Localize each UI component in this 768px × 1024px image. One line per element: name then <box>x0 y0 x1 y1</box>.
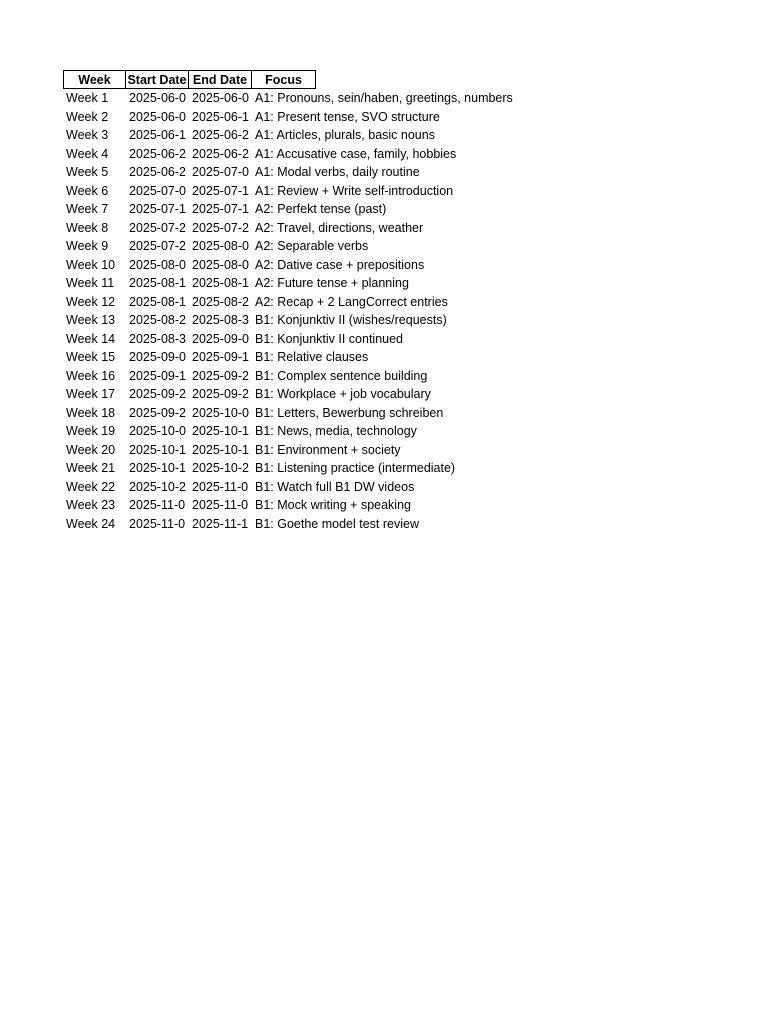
focus-cell: A1: Articles, plurals, basic nouns <box>255 128 435 142</box>
end-date-cell: 2025-07-1 <box>192 202 249 216</box>
week-cell: Week 19 <box>66 424 116 438</box>
end-date-cell: 2025-10-1 <box>192 424 249 438</box>
week-cell: Week 12 <box>66 294 116 309</box>
focus-cell: A1: Review + Write self-introduction <box>255 183 454 198</box>
focus-cell: A1: Modal verbs, daily routine <box>255 165 420 179</box>
end-date-cell: 2025-10-1 <box>192 442 249 457</box>
start-date-cell: 2025-09-2 <box>129 387 186 401</box>
start-date-cell: 2025-06-1 <box>129 128 186 142</box>
header-week: Week <box>63 70 126 89</box>
focus-cell: B1: Goethe model test review <box>255 516 419 531</box>
week-cell: Week 20 <box>66 442 116 457</box>
week-cell: Week 1 <box>66 91 109 105</box>
week-cell: Week 14 <box>66 331 116 346</box>
week-cell: Week 15 <box>66 350 116 364</box>
start-date-cell: 2025-08-1 <box>129 294 186 309</box>
week-cell: Week 18 <box>66 405 116 420</box>
week-cell: Week 16 <box>66 368 116 383</box>
end-date-cell: 2025-09-2 <box>192 368 249 383</box>
end-date-cell: 2025-10-0 <box>192 405 249 420</box>
week-cell: Week 2 <box>66 109 109 124</box>
end-date-cell: 2025-11-1 <box>192 516 249 531</box>
week-cell: Week 11 <box>66 276 115 290</box>
focus-cell: A1: Present tense, SVO structure <box>255 109 440 124</box>
focus-cell: B1: Mock writing + speaking <box>255 498 411 512</box>
week-cell: Week 5 <box>66 165 109 179</box>
end-date-cell: 2025-06-0 <box>192 91 249 105</box>
start-date-cell: 2025-06-0 <box>129 109 186 124</box>
end-date-cell: 2025-10-2 <box>192 461 249 475</box>
week-cell: Week 3 <box>66 128 109 142</box>
week-cell: Week 10 <box>66 257 116 272</box>
focus-cell: A1: Accusative case, family, hobbies <box>255 146 457 161</box>
start-date-cell: 2025-11-0 <box>129 498 186 512</box>
start-date-cell: 2025-07-2 <box>129 239 186 253</box>
start-date-cell: 2025-09-1 <box>129 368 186 383</box>
start-date-cell: 2025-08-2 <box>129 313 186 327</box>
focus-cell: B1: News, media, technology <box>255 424 417 438</box>
week-cell: Week 24 <box>66 516 116 531</box>
end-date-cell: 2025-06-2 <box>192 128 249 142</box>
start-date-cell: 2025-07-0 <box>129 183 186 198</box>
start-date-cell: 2025-06-0 <box>129 91 186 105</box>
focus-cell: B1: Workplace + job vocabulary <box>255 387 431 401</box>
end-date-cell: 2025-07-0 <box>192 165 249 179</box>
end-date-cell: 2025-09-1 <box>192 350 249 364</box>
start-date-cell: 2025-10-1 <box>129 461 186 475</box>
end-date-cell: 2025-11-0 <box>192 479 249 494</box>
focus-cell: B1: Relative clauses <box>255 350 369 364</box>
focus-cell: B1: Konjunktiv II (wishes/requests) <box>255 313 447 327</box>
end-date-cell: 2025-08-3 <box>192 313 249 327</box>
focus-cell: B1: Listening practice (intermediate) <box>255 461 456 475</box>
focus-cell: B1: Environment + society <box>255 442 401 457</box>
focus-cell: B1: Watch full B1 DW videos <box>255 479 415 494</box>
week-cell: Week 7 <box>66 202 109 216</box>
start-date-cell: 2025-07-1 <box>129 202 186 216</box>
week-cell: Week 23 <box>66 498 116 512</box>
end-date-cell: 2025-06-1 <box>192 109 249 124</box>
end-date-cell: 2025-08-1 <box>192 276 249 290</box>
start-date-cell: 2025-10-2 <box>129 479 186 494</box>
focus-cell: A2: Travel, directions, weather <box>255 220 424 235</box>
focus-cell: B1: Letters, Bewerbung schreiben <box>255 405 444 420</box>
end-date-cell: 2025-08-2 <box>192 294 249 309</box>
focus-cell: A2: Dative case + prepositions <box>255 257 425 272</box>
week-cell: Week 4 <box>66 146 109 161</box>
end-date-cell: 2025-08-0 <box>192 239 249 253</box>
start-date-cell: 2025-09-0 <box>129 350 186 364</box>
start-date-cell: 2025-08-0 <box>129 257 186 272</box>
start-date-cell: 2025-06-2 <box>129 165 186 179</box>
focus-cell: A1: Pronouns, sein/haben, greetings, numbers <box>255 91 513 105</box>
week-cell: Week 9 <box>66 239 109 253</box>
week-cell: Week 13 <box>66 313 116 327</box>
week-cell: Week 8 <box>66 220 109 235</box>
focus-cell: A2: Future tense + planning <box>255 276 409 290</box>
end-date-cell: 2025-07-1 <box>192 183 249 198</box>
header-focus: Focus <box>252 70 316 89</box>
end-date-cell: 2025-11-0 <box>192 498 249 512</box>
start-date-cell: 2025-10-1 <box>129 442 186 457</box>
week-cell: Week 22 <box>66 479 116 494</box>
header-end-date: End Date <box>189 70 252 89</box>
end-date-cell: 2025-09-0 <box>192 331 249 346</box>
focus-cell: A2: Separable verbs <box>255 239 369 253</box>
week-cell: Week 17 <box>66 387 116 401</box>
start-date-cell: 2025-06-2 <box>129 146 186 161</box>
end-date-cell: 2025-09-2 <box>192 387 249 401</box>
start-date-cell: 2025-08-1 <box>129 276 186 290</box>
focus-cell: B1: Konjunktiv II continued <box>255 331 404 346</box>
week-cell: Week 6 <box>66 183 109 198</box>
start-date-cell: 2025-07-2 <box>129 220 186 235</box>
start-date-cell: 2025-10-0 <box>129 424 186 438</box>
header-start-date: Start Date <box>126 70 189 89</box>
start-date-cell: 2025-08-3 <box>129 331 186 346</box>
week-cell: Week 21 <box>66 461 116 475</box>
focus-cell: A2: Perfekt tense (past) <box>255 202 387 216</box>
end-date-cell: 2025-07-2 <box>192 220 249 235</box>
end-date-cell: 2025-08-0 <box>192 257 249 272</box>
start-date-cell: 2025-09-2 <box>129 405 186 420</box>
end-date-cell: 2025-06-2 <box>192 146 249 161</box>
focus-cell: B1: Complex sentence building <box>255 368 428 383</box>
start-date-cell: 2025-11-0 <box>129 516 186 531</box>
focus-cell: A2: Recap + 2 LangCorrect entries <box>255 294 448 309</box>
